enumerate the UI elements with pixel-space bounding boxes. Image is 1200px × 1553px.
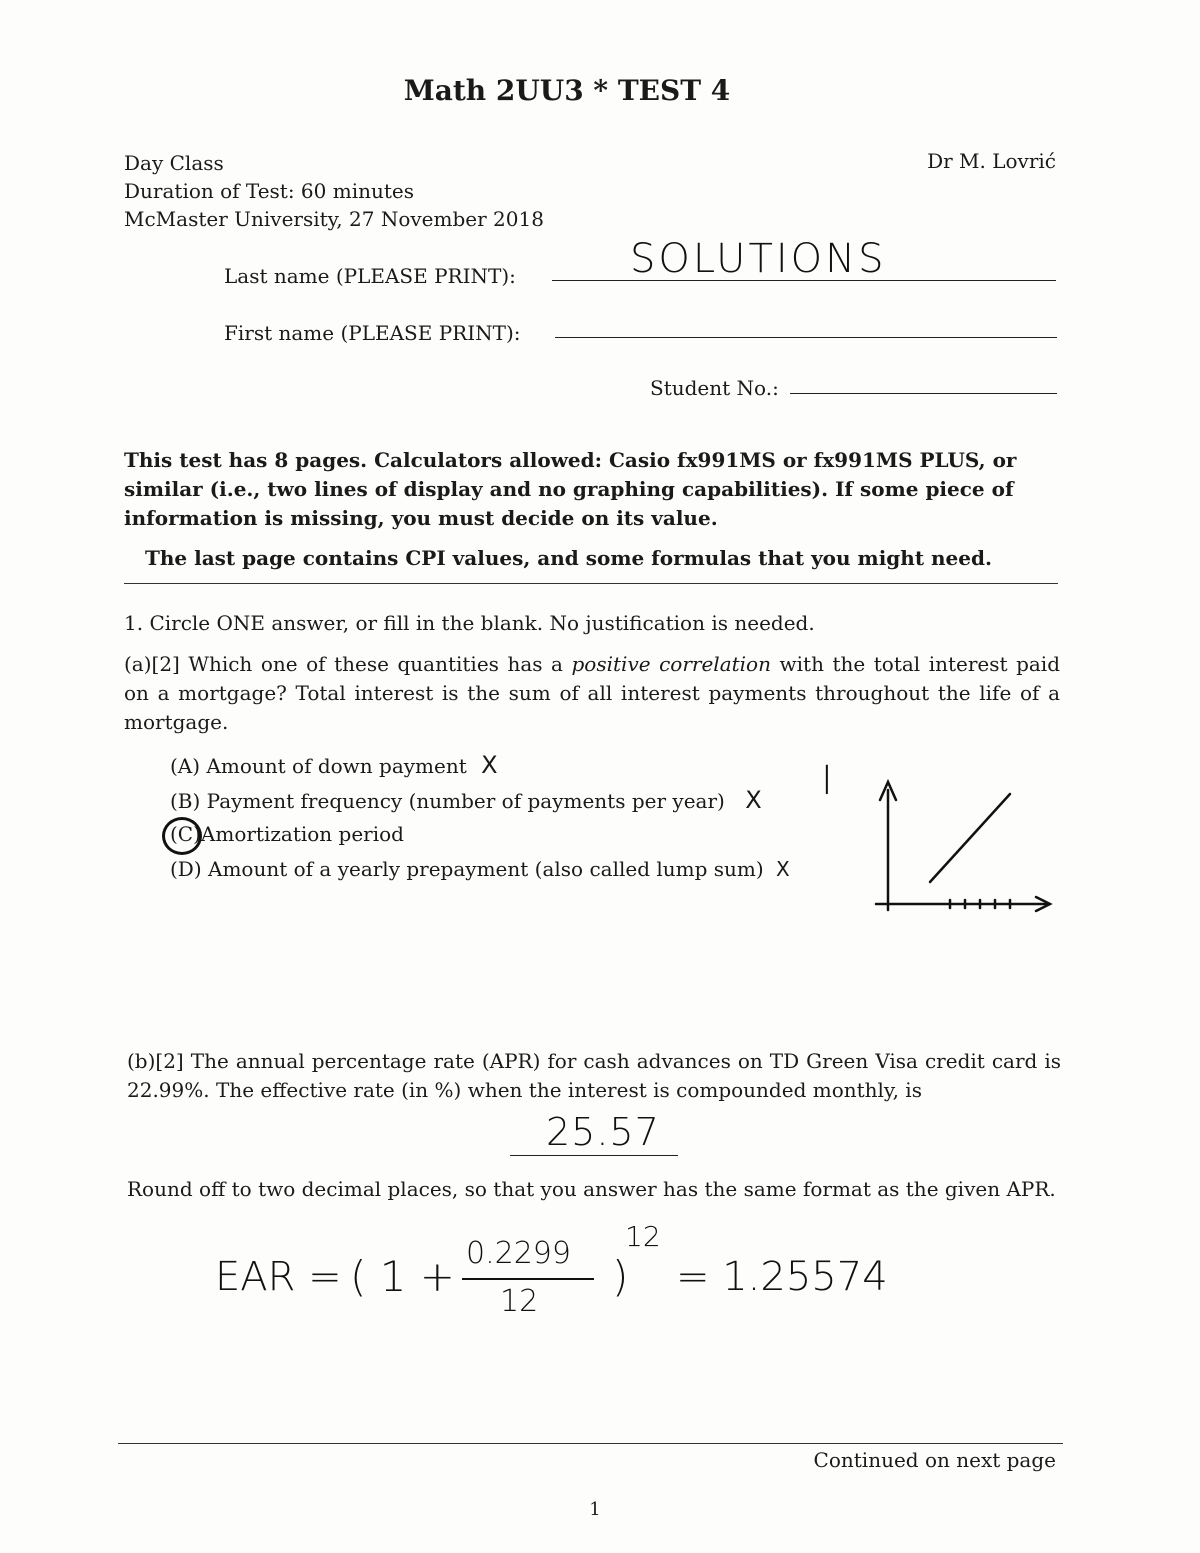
last-name-label: Last name (PLEASE PRINT):	[224, 264, 516, 288]
page-number: 1	[589, 1499, 601, 1520]
footer-divider	[118, 1443, 1063, 1444]
work-result: = 1.25574	[676, 1254, 888, 1300]
continued-note: Continued on next page	[813, 1448, 1056, 1472]
option-c[interactable]: (C)Amortization period	[170, 822, 404, 846]
question-1b-prompt: (b)[2] The annual percentage rate (APR) for cash advances on TD Green Visa credit card is 22.99%. The effective rate (in %) when the interest is compounded monthly, is	[127, 1049, 1061, 1102]
question-1a-prompt: (a)[2] Which one of these quantities has a positive correlation with the total interest paid on a mortgage? Total interest is the sum of all interest payments throughout the life of a mortgage.	[124, 652, 1061, 734]
cross-mark-icon: X	[745, 786, 762, 814]
student-no-label: Student No.:	[650, 376, 779, 400]
option-b[interactable]: (B) Payment frequency (number of payments per year) X	[170, 786, 762, 814]
work-denominator: 12	[500, 1284, 539, 1319]
cross-mark-icon: X	[481, 751, 498, 779]
fraction-bar	[462, 1278, 594, 1280]
class-type: Day Class	[124, 151, 224, 175]
positive-correlation-emphasis: positive correlation	[571, 652, 771, 676]
test-duration: Duration of Test: 60 minutes	[124, 179, 414, 203]
work-exponent: 12	[625, 1220, 661, 1253]
instructor-name: Dr M. Lovrić	[927, 149, 1056, 173]
work-close-paren: )	[612, 1252, 629, 1301]
work-ear-label: EAR =	[215, 1254, 342, 1300]
question-1b-answer: 25.57	[546, 1110, 660, 1154]
graph-trend-line	[930, 794, 1010, 882]
last-page-notice: The last page contains CPI values, and some formulas that you might need.	[145, 546, 992, 570]
option-d[interactable]: (D) Amount of a yearly prepayment (also called lump sum) X	[170, 857, 790, 881]
work-open-paren: ( 1 +	[350, 1252, 455, 1301]
answer-line[interactable]	[510, 1155, 678, 1156]
rounding-note: Round off to two decimal places, so that you answer has the same format as the given APR.	[127, 1177, 1056, 1201]
institution-date: McMaster University, 27 November 2018	[124, 207, 544, 231]
cross-mark-icon: X	[776, 857, 790, 881]
graph-y-label: I	[821, 758, 833, 804]
page-title: Math 2UU3 * TEST 4	[403, 74, 731, 107]
section-divider	[124, 583, 1058, 584]
correlation-graph	[870, 770, 1060, 920]
first-name-label: First name (PLEASE PRINT):	[224, 321, 521, 345]
student-no-line[interactable]	[790, 393, 1057, 394]
test-info-notice: This test has 8 pages. Calculators allowed: Casio fx991MS or fx991MS PLUS, or similar (i.e., two lines of display and no graphing capabilities). If some piece of information is missing, you must decide on its value.	[124, 448, 1017, 530]
work-numerator: 0.2299	[466, 1236, 571, 1271]
option-a[interactable]: (A) Amount of down payment X	[170, 751, 498, 779]
question-1-instructions: 1. Circle ONE answer, or fill in the blank. No justification is needed.	[124, 611, 815, 635]
first-name-line[interactable]	[555, 337, 1057, 338]
last-name-value: SOLUTIONS	[630, 236, 887, 282]
